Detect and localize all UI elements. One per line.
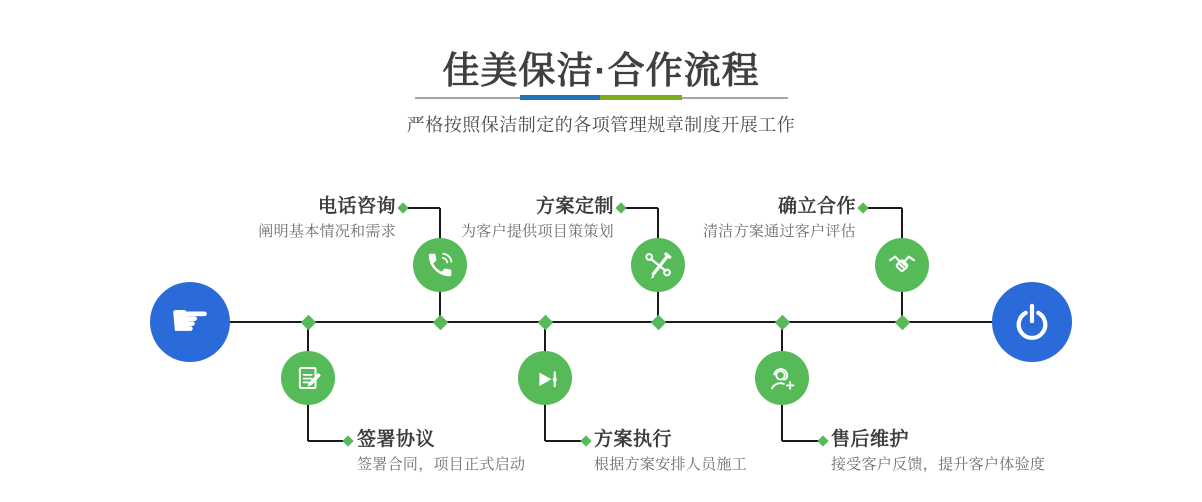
step-title: 方案执行 xyxy=(594,429,673,450)
page-title: 佳美保洁·合作流程 xyxy=(442,50,760,91)
step-label xyxy=(461,196,614,241)
step-label xyxy=(831,429,1045,474)
label-diamond xyxy=(397,202,408,213)
step-title: 确立合作 xyxy=(777,196,856,217)
page-subtitle: 严格按照保洁制定的各项管理规章制度开展工作 xyxy=(406,115,796,135)
headset-plus-icon xyxy=(767,363,797,393)
divider-blue-segment xyxy=(520,95,600,100)
timeline-diamond xyxy=(538,315,554,331)
timeline-diamond xyxy=(301,315,317,331)
handshake-icon xyxy=(886,249,918,281)
timeline-diamond xyxy=(651,315,667,331)
power-icon xyxy=(1011,301,1053,343)
step-title: 电话咨询 xyxy=(317,196,396,217)
step-label xyxy=(703,196,856,241)
step-title: 签署协议 xyxy=(357,429,436,450)
timeline-diamond xyxy=(433,315,449,331)
step-icon-circle xyxy=(755,351,809,405)
step-desc: 清洁方案通过客户评估 xyxy=(702,223,856,240)
step-label xyxy=(357,429,525,474)
step-icon-circle xyxy=(281,351,335,405)
step-desc: 签署合同，项目正式启动 xyxy=(357,456,526,473)
step-desc: 为客户提供项目策策划 xyxy=(460,223,614,240)
end-node xyxy=(992,282,1072,362)
connector-elbow xyxy=(864,207,902,209)
phone-icon xyxy=(425,250,455,280)
label-diamond xyxy=(615,202,626,213)
contract-pen-icon xyxy=(293,363,323,393)
connector-elbow xyxy=(622,207,658,209)
label-diamond xyxy=(342,435,353,446)
connector-elbow xyxy=(404,207,440,209)
start-node xyxy=(150,282,230,362)
label-diamond xyxy=(857,202,868,213)
step-desc: 根据方案安排人员施工 xyxy=(594,456,748,473)
step-desc: 阐明基本情况和需求 xyxy=(258,223,396,240)
step-icon-circle xyxy=(413,238,467,292)
pencil-wrench-icon xyxy=(643,250,673,280)
divider-green-segment xyxy=(600,95,682,100)
step-icon-circle xyxy=(875,238,929,292)
timeline-diamond xyxy=(775,315,791,331)
label-diamond xyxy=(580,435,591,446)
step-icon-circle xyxy=(518,351,572,405)
step-label xyxy=(594,429,747,474)
label-diamond xyxy=(817,435,828,446)
step-label xyxy=(258,196,396,241)
step-title: 方案定制 xyxy=(535,196,614,217)
pointing-hand-icon: ☛ xyxy=(169,294,211,346)
step-title: 售后维护 xyxy=(831,429,910,450)
step-desc: 接受客户反馈，提升客户体验度 xyxy=(831,456,1046,473)
play-slider-icon xyxy=(530,363,560,393)
step-icon-circle xyxy=(631,238,685,292)
timeline-diamond xyxy=(895,315,911,331)
